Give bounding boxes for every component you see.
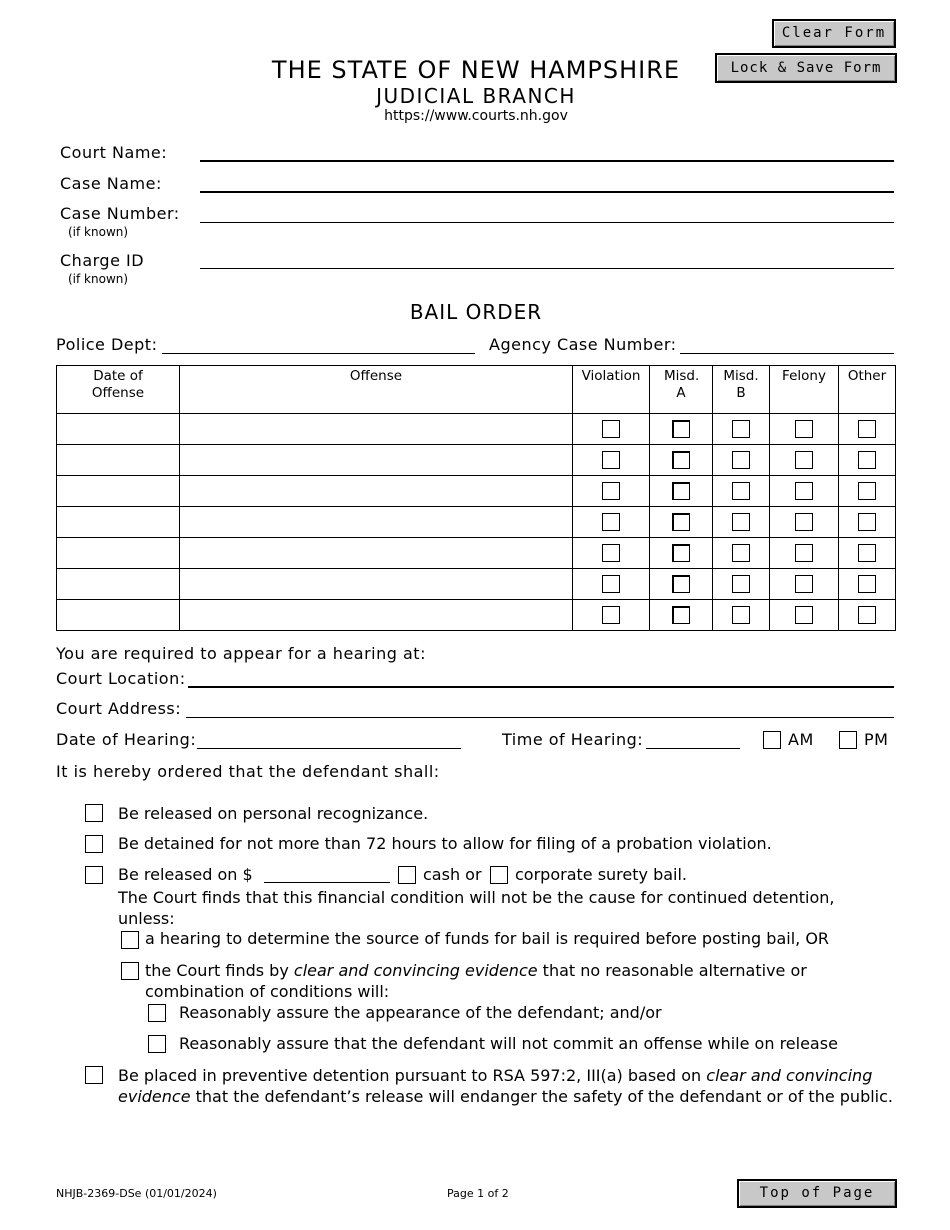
cash-label: cash or — [423, 865, 482, 884]
charge-id-label: Charge ID — [60, 251, 145, 270]
felony-checkbox[interactable] — [795, 451, 813, 469]
assure-no-offense-checkbox[interactable] — [148, 1035, 166, 1053]
offense-felony-cell — [770, 600, 839, 631]
cash-checkbox[interactable] — [398, 866, 416, 884]
police-dept-input[interactable] — [162, 353, 475, 354]
court-location-label: Court Location: — [56, 669, 186, 688]
misd-a-checkbox[interactable] — [672, 575, 690, 593]
header-misd-a: Misd. A — [650, 366, 713, 414]
offense-violation-cell — [573, 414, 650, 445]
offense-description-cell[interactable] — [180, 476, 573, 507]
offense-other-cell — [839, 600, 896, 631]
time-of-hearing-input[interactable] — [646, 748, 740, 749]
detained-72h-checkbox[interactable] — [85, 835, 103, 853]
violation-checkbox[interactable] — [602, 544, 620, 562]
assure-appearance-label: Reasonably assure the appearance of the defendant; and/or — [179, 1003, 662, 1022]
court-location-input[interactable] — [188, 686, 894, 688]
released-bail-label: Be released on $ — [118, 865, 253, 884]
court-name-input[interactable] — [200, 160, 894, 162]
felony-checkbox[interactable] — [795, 575, 813, 593]
offense-description-cell[interactable] — [180, 414, 573, 445]
offense-violation-cell — [573, 507, 650, 538]
case-name-label: Case Name: — [60, 174, 162, 193]
offense-misd-b-cell — [713, 569, 770, 600]
offense-row — [57, 414, 896, 445]
offense-date-cell[interactable] — [57, 569, 180, 600]
detained-72h-label: Be detained for not more than 72 hours to allow for filing of a probation violation. — [118, 834, 772, 853]
violation-checkbox[interactable] — [602, 482, 620, 500]
offense-date-cell[interactable] — [57, 476, 180, 507]
court-address-label: Court Address: — [56, 699, 182, 718]
offense-description-cell[interactable] — [180, 569, 573, 600]
other-checkbox[interactable] — [858, 606, 876, 624]
surety-label: corporate surety bail. — [515, 865, 688, 884]
source-of-funds-label: a hearing to determine the source of funds for bail is required before posting bail, OR — [145, 929, 830, 948]
offense-description-cell[interactable] — [180, 600, 573, 631]
assure-appearance-checkbox[interactable] — [148, 1004, 166, 1022]
date-of-hearing-input[interactable] — [197, 748, 461, 749]
misd-a-checkbox[interactable] — [672, 451, 690, 469]
offense-description-cell[interactable] — [180, 538, 573, 569]
am-checkbox[interactable] — [763, 731, 781, 749]
misd-a-checkbox[interactable] — [672, 544, 690, 562]
case-number-hint: (if known) — [68, 225, 129, 239]
offense-felony-cell — [770, 569, 839, 600]
offense-felony-cell — [770, 445, 839, 476]
offense-felony-cell — [770, 414, 839, 445]
offense-violation-cell — [573, 569, 650, 600]
misd-b-checkbox[interactable] — [732, 420, 750, 438]
offense-misd-b-cell — [713, 538, 770, 569]
am-label: AM — [788, 730, 814, 749]
case-number-label: Case Number: — [60, 204, 180, 223]
felony-checkbox[interactable] — [795, 482, 813, 500]
offense-violation-cell — [573, 600, 650, 631]
felony-checkbox[interactable] — [795, 544, 813, 562]
offense-row — [57, 507, 896, 538]
offense-description-cell[interactable] — [180, 507, 573, 538]
time-of-hearing-label: Time of Hearing: — [502, 730, 644, 749]
lock-save-form-button[interactable]: Lock & Save Form — [715, 53, 897, 83]
offense-misd-b-cell — [713, 445, 770, 476]
financial-condition-text: The Court finds that this financial condition will not be the cause for continued detention, unless: — [118, 888, 835, 928]
order-intro: It is hereby ordered that the defendant shall: — [56, 762, 440, 781]
offense-row — [57, 445, 896, 476]
offense-row — [57, 476, 896, 507]
branch-title: JUDICIAL BRANCH — [376, 84, 576, 108]
offense-misd-a-cell — [650, 476, 713, 507]
date-of-hearing-label: Date of Hearing: — [56, 730, 197, 749]
misd-b-checkbox[interactable] — [732, 544, 750, 562]
violation-checkbox[interactable] — [602, 575, 620, 593]
personal-recognizance-checkbox[interactable] — [85, 804, 103, 822]
page-number: Page 1 of 2 — [447, 1187, 509, 1200]
offense-misd-a-cell — [650, 569, 713, 600]
offense-other-cell — [839, 445, 896, 476]
pm-checkbox[interactable] — [839, 731, 857, 749]
offense-other-cell — [839, 538, 896, 569]
header-date-of-offense: Date of Offense — [57, 366, 180, 414]
agency-case-label: Agency Case Number: — [489, 335, 677, 354]
offense-felony-cell — [770, 538, 839, 569]
header-offense: Offense — [180, 366, 573, 414]
offense-date-cell[interactable] — [57, 414, 180, 445]
offense-row — [57, 538, 896, 569]
offense-misd-b-cell — [713, 476, 770, 507]
header-misd-b: Misd. B — [713, 366, 770, 414]
personal-recognizance-label: Be released on personal recognizance. — [118, 804, 429, 823]
hearing-intro: You are required to appear for a hearing at: — [56, 644, 426, 663]
misd-b-checkbox[interactable] — [732, 606, 750, 624]
released-bail-checkbox[interactable] — [85, 866, 103, 884]
offense-description-cell[interactable] — [180, 445, 573, 476]
offense-violation-cell — [573, 538, 650, 569]
other-checkbox[interactable] — [858, 575, 876, 593]
clear-form-button[interactable]: Clear Form — [772, 19, 896, 48]
offense-misd-a-cell — [650, 538, 713, 569]
violation-checkbox[interactable] — [602, 451, 620, 469]
court-address-input[interactable] — [186, 717, 894, 718]
pm-label: PM — [864, 730, 889, 749]
header-other: Other — [839, 366, 896, 414]
charge-id-input[interactable] — [200, 268, 894, 269]
header-violation: Violation — [573, 366, 650, 414]
case-number-input[interactable] — [200, 222, 894, 223]
misd-b-checkbox[interactable] — [732, 575, 750, 593]
preventive-detention-label: Be placed in preventive detention pursuant to RSA 597:2, III(a) based on clear and convincing evidence that the defendant’s release will endanger the safety of the defendant or of the public. — [118, 1066, 893, 1106]
offense-misd-b-cell — [713, 600, 770, 631]
header-felony: Felony — [770, 366, 839, 414]
offense-misd-a-cell — [650, 600, 713, 631]
offense-misd-a-cell — [650, 445, 713, 476]
offense-date-cell[interactable] — [57, 600, 180, 631]
top-of-page-button[interactable]: Top of Page — [737, 1179, 897, 1208]
state-title: THE STATE OF NEW HAMPSHIRE — [271, 56, 681, 84]
offense-date-cell[interactable] — [57, 538, 180, 569]
surety-checkbox[interactable] — [490, 866, 508, 884]
felony-checkbox[interactable] — [795, 606, 813, 624]
clear-convincing-label: the Court finds by clear and convincing evidence that no reasonable alternative or combination of conditions will: — [145, 961, 807, 1001]
police-dept-label: Police Dept: — [56, 335, 158, 354]
offense-misd-b-cell — [713, 507, 770, 538]
offense-felony-cell — [770, 476, 839, 507]
violation-checkbox[interactable] — [602, 420, 620, 438]
other-checkbox[interactable] — [858, 513, 876, 531]
misd-a-checkbox[interactable] — [672, 420, 690, 438]
felony-checkbox[interactable] — [795, 420, 813, 438]
offense-row — [57, 600, 896, 631]
other-checkbox[interactable] — [858, 544, 876, 562]
offense-other-cell — [839, 507, 896, 538]
misd-b-checkbox[interactable] — [732, 482, 750, 500]
clear-convincing-checkbox[interactable] — [121, 962, 139, 980]
court-name-label: Court Name: — [60, 143, 168, 162]
misd-a-checkbox[interactable] — [672, 606, 690, 624]
assure-no-offense-label: Reasonably assure that the defendant will not commit an offense while on release — [179, 1034, 838, 1053]
form-id: NHJB-2369-DSe (01/01/2024) — [56, 1187, 217, 1200]
case-name-input[interactable] — [200, 191, 894, 193]
offense-date-cell[interactable] — [57, 507, 180, 538]
felony-checkbox[interactable] — [795, 513, 813, 531]
agency-case-input[interactable] — [680, 353, 894, 354]
misd-b-checkbox[interactable] — [732, 513, 750, 531]
charge-id-hint: (if known) — [68, 272, 129, 286]
offense-other-cell — [839, 476, 896, 507]
offense-felony-cell — [770, 507, 839, 538]
preventive-detention-checkbox[interactable] — [85, 1066, 103, 1084]
offense-other-cell — [839, 414, 896, 445]
offense-violation-cell — [573, 445, 650, 476]
offense-other-cell — [839, 569, 896, 600]
source-of-funds-checkbox[interactable] — [121, 931, 139, 949]
misd-a-checkbox[interactable] — [672, 513, 690, 531]
other-checkbox[interactable] — [858, 482, 876, 500]
offense-violation-cell — [573, 476, 650, 507]
violation-checkbox[interactable] — [602, 513, 620, 531]
misd-a-checkbox[interactable] — [672, 482, 690, 500]
other-checkbox[interactable] — [858, 420, 876, 438]
offense-misd-a-cell — [650, 414, 713, 445]
bail-amount-input[interactable] — [264, 882, 390, 883]
violation-checkbox[interactable] — [602, 606, 620, 624]
misd-b-checkbox[interactable] — [732, 451, 750, 469]
offense-misd-a-cell — [650, 507, 713, 538]
bail-order-title: BAIL ORDER — [409, 300, 543, 324]
courts-url: https://www.courts.nh.gov — [384, 108, 568, 124]
offense-date-cell[interactable] — [57, 445, 180, 476]
offense-row — [57, 569, 896, 600]
other-checkbox[interactable] — [858, 451, 876, 469]
offense-table — [56, 365, 896, 631]
offense-misd-b-cell — [713, 414, 770, 445]
